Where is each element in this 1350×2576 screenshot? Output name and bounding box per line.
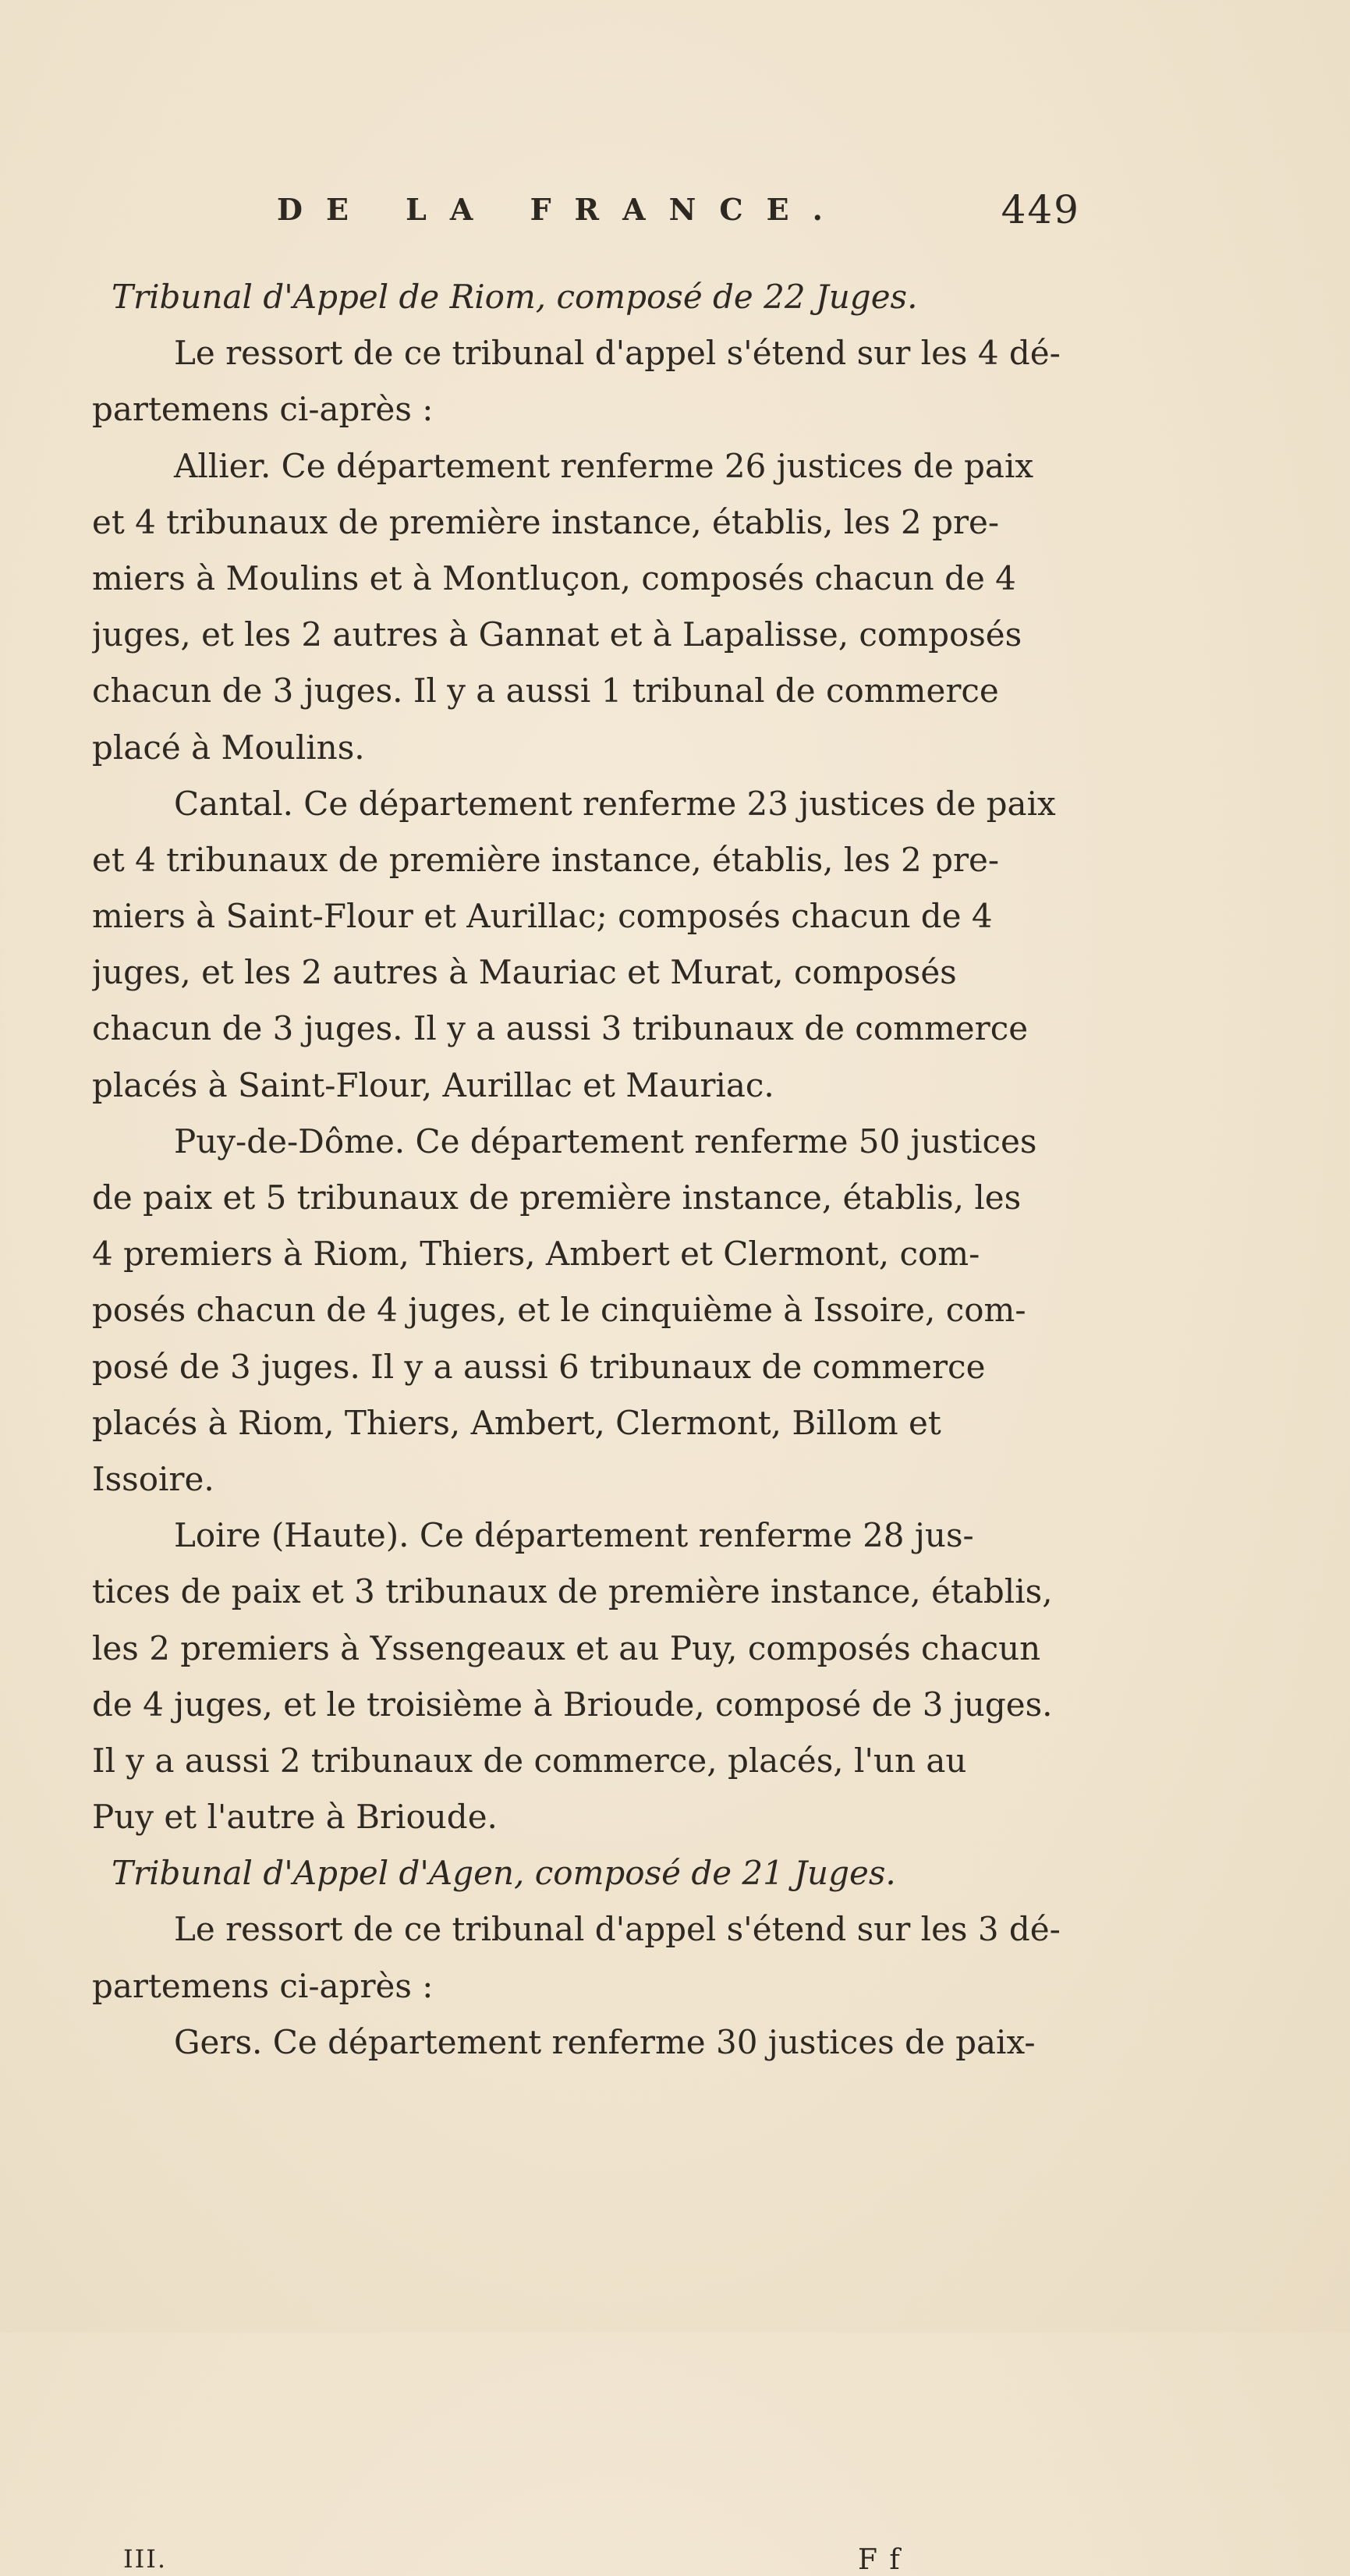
text-line: Gers. Ce département renferme 30 justices de paix- [174,2022,1036,2061]
text-line: et 4 tribunaux de première instance, établis, les 2 pre- [92,502,1000,541]
text-line: Il y a aussi 2 tribunaux de commerce, placés, l'un au [92,1741,967,1780]
text-line: miers à Moulins et à Montluçon, composés chacun de 4 [92,558,1016,597]
text-line: posé de 3 juges. Il y a aussi 6 tribunaux de commerce [92,1347,986,1386]
running-head: DE LA FRANCE. [277,192,846,227]
section-heading: Tribunal d'Appel d'Agen, composé de 21 Juges. [112,1854,896,1893]
text-line: de 4 juges, et le troisième à Brioude, composé de 3 juges. [92,1685,1053,1724]
page-header [277,187,1080,246]
text-line: 4 premiers à Riom, Thiers, Ambert et Clermont, com- [92,1235,980,1274]
page-number: 449 [1001,187,1080,232]
text-line: Le ressort de ce tribunal d'appel s'étend sur les 3 dé- [174,1910,1061,1949]
text-line: miers à Saint-Flour et Aurillac; composés chacun de 4 [92,897,993,936]
signature-mark-right: F f [858,2544,902,2576]
text-line: Issoire. [92,1459,214,1498]
signature-mark-left: III. [123,2544,168,2574]
text-line: les 2 premiers à Yssengeaux et au Puy, composés chacun [92,1628,1041,1667]
body-text [92,269,1067,2071]
text-line: Puy et l'autre à Brioude. [92,1798,498,1837]
text-line: de paix et 5 tribunaux de première instance, établis, les [92,1178,1022,1217]
text-line: et 4 tribunaux de première instance, établis, les 2 pre- [92,840,1000,879]
text-line: juges, et les 2 autres à Mauriac et Murat, composés [92,953,957,992]
text-line: tices de paix et 3 tribunaux de première instance, établis, [92,1572,1053,1611]
text-line: placés à Riom, Thiers, Ambert, Clermont, Billom et [92,1403,941,1442]
text-line: partemens ci-après : [92,390,434,429]
text-line: chacun de 3 juges. Il y a aussi 3 tribunaux de commerce [92,1009,1029,1048]
text-line: Loire (Haute). Ce département renferme 28 jus- [174,1516,974,1555]
text-line: placé à Moulins. [92,728,365,767]
text-line: Le ressort de ce tribunal d'appel s'étend sur les 4 dé- [174,334,1061,373]
text-line: placés à Saint-Flour, Aurillac et Mauriac. [92,1065,774,1104]
text-line: posés chacun de 4 juges, et le cinquième à Issoire, com- [92,1291,1026,1330]
text-line: Cantal. Ce département renferme 23 justices de paix [174,784,1056,823]
text-line: chacun de 3 juges. Il y a aussi 1 tribunal de commerce [92,671,999,710]
text-line: Puy-de-Dôme. Ce département renferme 50 justices [174,1121,1037,1160]
text-line: partemens ci-après : [92,1966,434,2005]
text-line: juges, et les 2 autres à Gannat et à Lapalisse, composés [92,615,1022,654]
text-line: Allier. Ce département renferme 26 justices de paix [174,446,1034,485]
section-heading: Tribunal d'Appel de Riom, composé de 22 Juges. [112,278,918,316]
